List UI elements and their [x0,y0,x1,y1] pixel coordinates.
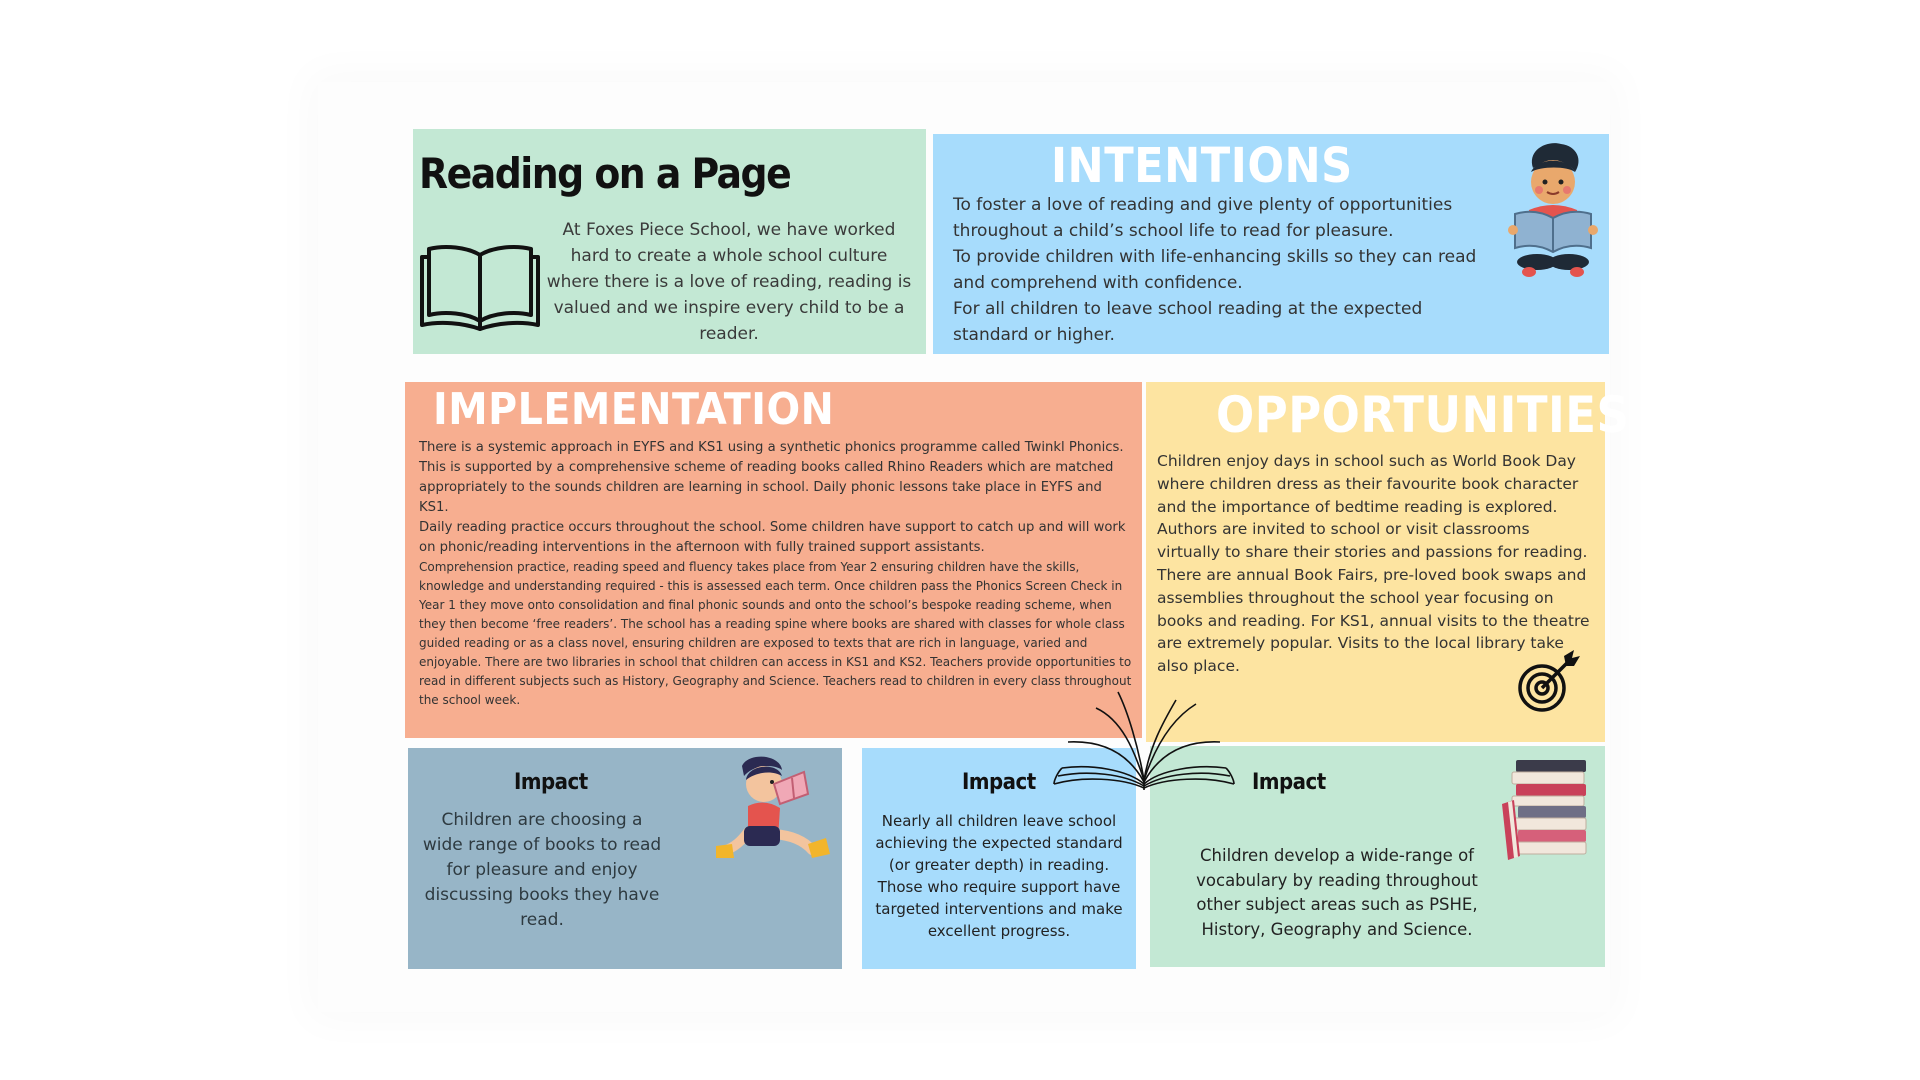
implementation-heading: IMPLEMENTATION [433,384,835,435]
implementation-text [419,438,1134,710]
impact-heading: Impact [1252,770,1326,795]
book-stack-icon [1498,756,1590,864]
impact-panel-reading-for-pleasure [408,748,842,969]
child-reading-book-icon [1507,138,1599,280]
intentions-panel [933,134,1609,354]
target-arrow-icon [1516,648,1582,714]
implementation-paragraph: Daily reading practice occurs throughout the school. Some children have support to catch up and will work on phonic/reading interventions in the afternoon with fully trained support assistants. [419,520,1126,555]
boy-reading-icon [708,754,838,872]
intentions-list [953,192,1493,348]
intentions-heading: INTENTIONS [1051,138,1353,194]
impact-heading: Impact [514,770,588,795]
intention-item: To foster a love of reading and give plenty of opportunities throughout a child’s school life to read for pleasure. [953,195,1453,241]
opportunities-text: Children enjoy days in school such as World Book Day where children dress as their favourite book character and the importance of bedtime reading is explored. Authors are invited to school or visit classrooms virtually to share their stories and passions for reading. There are annual Book Fairs, pre-loved book swaps and assemblies throughout the school year focusing on books and reading. For KS1, annual visits to the theatre are extremely popular. Visits to the local library take also place. [1157,452,1590,676]
title-panel [413,129,926,354]
implementation-paragraph: There is a systemic approach in EYFS and KS1 using a synthetic phonics programme called Twinkl Phonics. This is supported by a comprehensive scheme of reading books called Rhino Readers which are matched appropriately to the sounds children are learning in school. Daily phonic lessons take place in EYFS and KS1. [419,440,1124,515]
open-book-outline-icon [419,241,541,333]
intention-item: To provide children with life-enhancing skills so they can read and comprehend with confidence. [953,247,1477,293]
page-title: Reading on a Page [419,149,791,198]
impact-text: Children develop a wide-range of vocabulary by reading throughout other subject areas such as PSHE, History, Geography and Science. [1196,846,1478,939]
intention-item: For all children to leave school reading at the expected standard or higher. [953,299,1423,345]
opportunities-heading: OPPORTUNITIES [1216,386,1630,444]
intro-text: At Foxes Piece School, we have worked hard to create a whole school culture where there is a love of reading, reading is valued and we inspire every child to be a reader. [546,220,912,344]
open-book-line-art-icon [1052,690,1236,796]
impact-text: Nearly all children leave school achieving the expected standard (or greater depth) in reading. Those who require support have targeted interventions and make excellent progress. [875,812,1123,940]
implementation-panel [405,382,1142,738]
opportunities-panel [1146,382,1630,742]
implementation-paragraph: Comprehension practice, reading speed and fluency takes place from Year 2 ensuring children have the skills, knowledge and understanding required - this is assessed each term. Once children pass the Phonics Screen Check in Year 1 they move onto consolidation and final phonic sounds and onto the school’s bespoke reading scheme, when they then become ‘free readers’. The school has a reading spine where books are shared with classes for whole class guided reading or as a class novel, ensuring children are exposed to texts that are rich in language, varied and enjoyable. There are two libraries in school that children can access in KS1 and KS2. Teachers provide opportunities to read in different subjects such as History, Geography and Science. Teachers read to children in every class throughout the school week. [419,560,1132,707]
impact-heading: Impact [962,770,1036,795]
impact-text: Children are choosing a wide range of books to read for pleasure and enjoy discussing books they have read. [422,810,662,930]
